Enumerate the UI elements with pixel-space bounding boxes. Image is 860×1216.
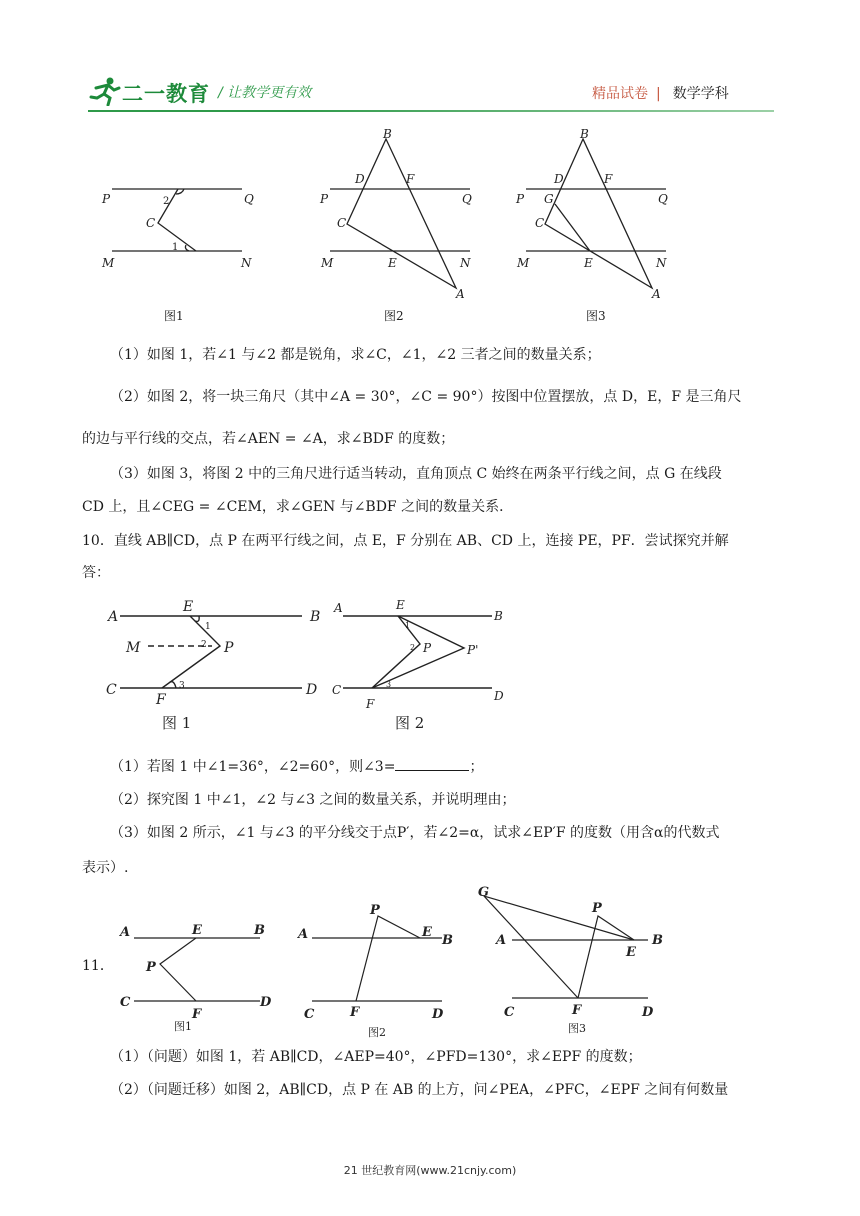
- q10-fig2-label-3: 3: [386, 680, 392, 689]
- fig2-label-a: A: [456, 287, 465, 301]
- q11-fig2-label-a: A: [298, 927, 309, 942]
- header-label: 精品试卷: [592, 86, 648, 102]
- fig2-label-d: D: [355, 172, 365, 186]
- q10-part2: （2）探究图 1 中∠1，∠2 与∠3 之间的数量关系，并说明理由；: [110, 792, 516, 808]
- header-right: 精品试卷 | 数学学科: [592, 86, 729, 102]
- q10-part3-line2: 表示）.: [82, 860, 129, 876]
- q10-fig2-label-e: E: [396, 598, 405, 612]
- q9-figures: [90, 128, 690, 328]
- q11-fig2-label-c: C: [304, 1007, 315, 1022]
- q10-part1: [82, 757, 778, 777]
- q11-fig3-label-a: A: [496, 933, 507, 948]
- fig1-label-n: N: [241, 256, 252, 270]
- q10-part3-line1: （3）如图 2 所示，∠1 与∠3 的平分线交于点P′，若∠2=α，试求∠EP′F 的度数（用含α的代数式: [110, 825, 720, 841]
- q11-fig3-label-g: G: [478, 885, 490, 900]
- q10-fig2-label-p: P: [423, 641, 432, 655]
- q10-fig1-label-f: F: [156, 692, 166, 708]
- fig3-label-g: G: [544, 192, 554, 206]
- q11-fig3-label-b: B: [652, 933, 663, 948]
- brand-name: 二一教育: [122, 82, 210, 106]
- q10-part1-text: （1）若图 1 中∠1=36°，∠2=60°，则∠3=: [110, 759, 396, 775]
- q9-part2-line1: （2）如图 2，将一块三角尺（其中∠A = 30°，∠C = 90°）按图中位置摆放，点 D，E，F 是三角尺: [110, 389, 742, 405]
- fig1-label-c: C: [146, 216, 156, 230]
- fig2-label-q: Q: [462, 192, 472, 206]
- q10-fig1-label-a: A: [108, 609, 119, 625]
- fig3-label-f: F: [604, 172, 613, 186]
- q11-fig1-label-b: B: [254, 923, 265, 938]
- q9-part3-line1: （3）如图 3，将图 2 中的三角尺进行适当转动，直角顶点 C 始终在两条平行线之间，点 G 在线段: [110, 466, 722, 482]
- q10-fig2-label-a: A: [334, 601, 343, 615]
- fig3-label-e: E: [584, 256, 593, 270]
- q10-intro-line1: 10．直线 AB∥CD，点 P 在两平行线之间，点 E，F 分别在 AB、CD 上，连接 PE，PF．尝试探究并解: [82, 533, 729, 549]
- q10-fig1-label-d: D: [306, 682, 318, 698]
- q10-fig1-label-c: C: [106, 682, 117, 698]
- fig2-label-p: P: [320, 192, 329, 206]
- fig3-label-a: A: [652, 287, 661, 301]
- q11-fig3-label-p: P: [592, 901, 602, 916]
- q11-fig2-label-b: B: [442, 933, 453, 948]
- q11-figures: [112, 884, 682, 1044]
- fig2-label-c: C: [337, 216, 347, 230]
- q9-part2-line2: 的边与平行线的交点，若∠AEN = ∠A，求∠BDF 的度数；: [82, 431, 455, 447]
- q11-part2: （2）（问题迁移）如图 2，AB∥CD，点 P 在 AB 的上方，问∠PEA，∠PFC，∠EPF 之间有何数量: [110, 1082, 729, 1098]
- q11-fig1-caption: 图1: [174, 1020, 192, 1033]
- q10-fig1-label-2: 2: [201, 640, 207, 650]
- brand-slogan: / 让教学更有效: [218, 85, 312, 101]
- fig1-label-q: Q: [244, 192, 254, 206]
- q11-fig3-label-d: D: [642, 1005, 654, 1020]
- fig2-label-e: E: [388, 256, 397, 270]
- fig1-caption: 图1: [164, 309, 184, 323]
- q10-fig2-label-p-prime: P': [467, 643, 479, 657]
- q10-fig1-label-1: 1: [205, 622, 211, 632]
- fig2-caption: 图2: [384, 309, 404, 323]
- fig2-label-f: F: [406, 172, 415, 186]
- q10-fig2-label-d: D: [494, 689, 504, 703]
- q11-fig1-label-d: D: [260, 995, 272, 1010]
- fig2-label-m: M: [321, 256, 334, 270]
- answer-blank[interactable]: [395, 770, 469, 771]
- q11-part1: （1）（问题）如图 1，若 AB∥CD，∠AEP=40°，∠PFD=130°，求∠EPF 的度数；: [110, 1049, 642, 1065]
- fig1-label-m: M: [102, 256, 115, 270]
- q11-fig2-label-p: P: [370, 903, 380, 918]
- q11-fig1-label-a: A: [120, 925, 131, 940]
- q11-fig1-label-p: P: [146, 960, 156, 975]
- q11-fig2-label-d: D: [432, 1007, 444, 1022]
- q10-fig1-label-e: E: [183, 599, 194, 615]
- q10-part1-end: ；: [469, 759, 484, 775]
- fig3-label-q: Q: [658, 192, 668, 206]
- q11-number: 11．: [82, 958, 114, 974]
- q10-fig1-label-b: B: [310, 609, 321, 625]
- q11-fig3-label-c: C: [504, 1005, 515, 1020]
- q10-figures: [100, 596, 520, 736]
- fig3-label-b: B: [580, 128, 589, 141]
- q10-fig2-label-2: 2: [410, 643, 416, 652]
- q10-intro-line2: 答：: [82, 565, 110, 581]
- fig3-caption: 图3: [586, 309, 606, 323]
- fig2-label-b: B: [383, 128, 392, 141]
- q9-part3-line2: CD 上，且∠CEG = ∠CEM，求∠GEN 与∠BDF 之间的数量关系．: [82, 499, 514, 515]
- q9-part1: （1）如图 1，若∠1 与∠2 都是锐角，求∠C，∠1，∠2 三者之间的数量关系；: [110, 347, 601, 363]
- q10-fig2-label-f: F: [366, 697, 375, 711]
- page-footer: 21 世纪教育网(www.21cnjy.com): [343, 1164, 517, 1177]
- fig1-label-p: P: [102, 192, 111, 206]
- q11-fig3-label-e: E: [626, 945, 636, 960]
- fig3-label-c: C: [535, 216, 545, 230]
- fig3-label-p: P: [516, 192, 525, 206]
- q10-fig1-caption: 图 1: [162, 714, 192, 732]
- q10-fig2-label-b: B: [494, 609, 503, 623]
- q11-fig2-label-e: E: [422, 925, 432, 940]
- fig1-label-1: 1: [172, 242, 179, 253]
- fig3-label-m: M: [517, 256, 530, 270]
- q11-fig1-label-c: C: [120, 995, 131, 1010]
- fig2-label-n: N: [460, 256, 471, 270]
- header-divider: [88, 110, 774, 112]
- q10-fig2-label-c: C: [332, 683, 342, 697]
- q11-fig3-caption: 图3: [568, 1022, 586, 1035]
- q11-fig3-label-f: F: [572, 1003, 582, 1018]
- q11-fig2-caption: 图2: [368, 1026, 386, 1039]
- q10-fig2-caption: 图 2: [395, 714, 425, 732]
- fig3-label-d: D: [554, 172, 564, 186]
- runner-logo-icon: [88, 76, 122, 106]
- header-subject: 数学学科: [672, 86, 729, 102]
- q10-fig1-label-3: 3: [179, 681, 185, 691]
- q11-fig1-label-e: E: [192, 923, 202, 938]
- q10-fig1-label-p: P: [224, 640, 234, 656]
- q10-fig2-label-1: 1: [405, 621, 411, 630]
- fig1-label-2: 2: [163, 196, 170, 207]
- fig3-label-n: N: [656, 256, 667, 270]
- q10-fig1-label-m: M: [126, 640, 141, 656]
- q11-fig1-label-f: F: [192, 1007, 202, 1022]
- q11-fig2-label-f: F: [350, 1005, 360, 1020]
